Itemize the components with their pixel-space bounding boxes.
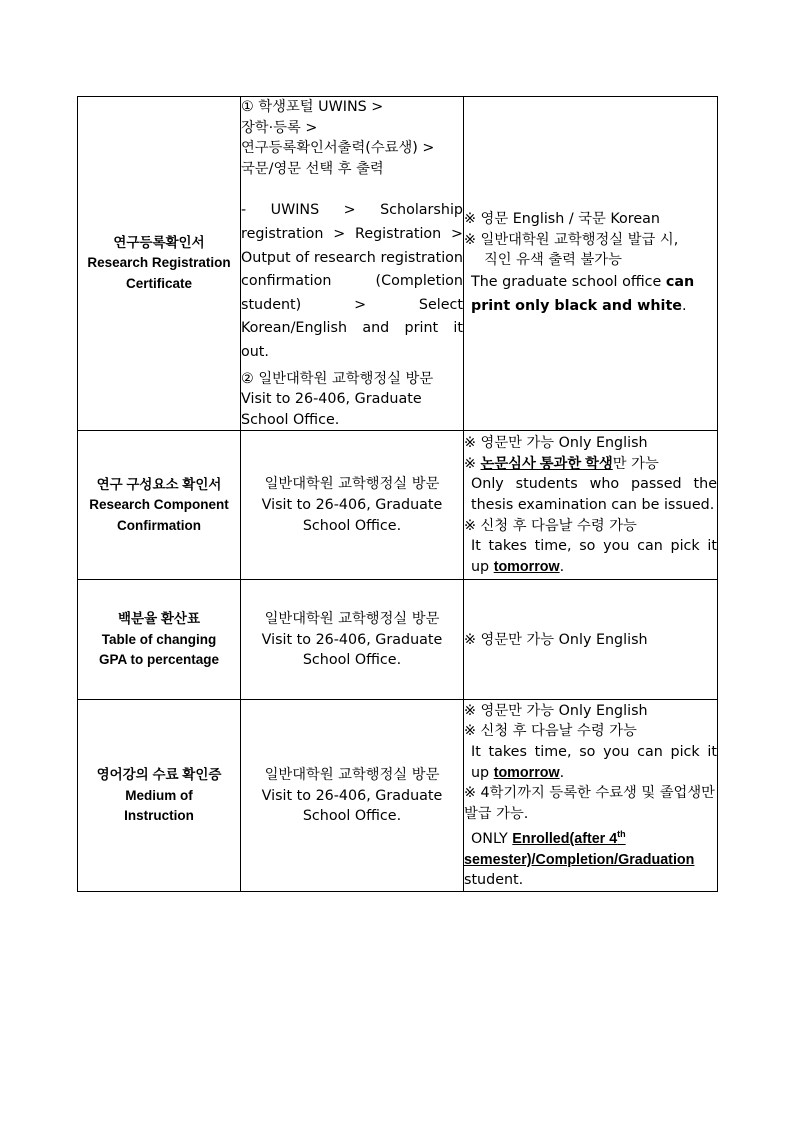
method-english: Visit to 26-406, Graduate School Office. [241,391,422,428]
document-name-ko: 연구 구성요소 확인서 [96,476,222,492]
document-name-ko: 연구등록확인서 [113,234,205,250]
document-name-en: Confirmation [117,517,201,533]
table-row [78,431,718,580]
table-row [78,580,718,700]
method-english: - UWINS > Scholarship registration > Registration > Output of research registration confirmation (Completion student) > Select Korean/English and print it out. [241,202,463,360]
document-name-en: GPA to percentage [98,652,220,668]
method-step: 장학·등록 > [241,119,318,136]
note-cell [464,580,718,700]
issue-method-cell [241,97,464,431]
document-name-cell [78,97,241,431]
note-line: Only students who passed the thesis examination can be issued. [471,476,717,514]
issue-method-cell [241,431,464,580]
method-english: Visit to 26-406, Graduate School Office. [261,631,443,669]
method-step: 국문/영문 선택 후 출력 [241,160,384,177]
document-name-en: Research Registration [87,255,231,271]
document-name-en: Instruction [124,808,194,824]
document-name-en: Certificate [125,275,193,291]
method-step: 일반대학원 교학행정실 방문 [264,766,440,783]
document-name-ko: 백분율 환산표 [118,611,200,627]
note-cell [464,97,718,431]
note-line: ONLY Enrolled(after 4th semester)/Completion/Graduation student. [464,829,695,889]
document-name-en: Research Component [89,497,229,513]
note-line: ※ 영문만 가능 Only English [464,631,648,648]
note-line: The graduate school office can print only black and white. [471,273,695,314]
document-name-cell [78,700,241,892]
document-name-en: Table of changing [101,631,217,647]
method-step: 연구등록확인서출력(수료생) > [241,140,435,157]
document-name-en: Medium of [125,787,193,803]
note-line: ※ 영문 English / 국문 Korean [464,211,660,228]
method-english: Visit to 26-406, Graduate School Office. [261,787,443,825]
note-line: ※ 영문만 가능 Only English [464,702,648,719]
table-row [78,97,718,431]
note-line: ※ 논문심사 통과한 학생만 가능 [464,455,659,472]
note-line: It takes time, so you can pick it up tomorrow. [471,538,717,575]
method-english: Visit to 26-406, Graduate School Office. [261,497,443,534]
method-step: ① 학생포털 UWINS > [241,99,384,115]
note-line: It takes time, so you can pick it up tomorrow. [471,743,717,781]
note-line: ※ 일반대학원 교학행정실 발급 시, [464,231,679,248]
method-step: 일반대학원 교학행정실 방문 [264,610,440,627]
method-step: 일반대학원 교학행정실 방문 [264,476,440,493]
note-line: ※ 영문만 가능 Only English [464,435,648,452]
note-line: ※ 신청 후 다음날 수령 가능 [464,517,637,534]
issue-method-cell [241,700,464,892]
note-line: ※ 4학기까지 등록한 수료생 및 졸업생만 발급 가능. [464,785,715,822]
document-name-cell [78,580,241,700]
issue-method-cell [241,580,464,700]
table-row [78,700,718,892]
note-line: ※ 신청 후 다음날 수령 가능 [464,723,637,740]
note-cell [464,700,718,892]
certificate-table [77,96,718,892]
method-step: ② 일반대학원 교학행정실 방문 [241,370,434,387]
document-name-ko: 영어강의 수료 확인증 [96,767,222,783]
document-name-cell [78,431,241,580]
note-line: 직인 유색 출력 불가능 [484,252,622,269]
note-cell [464,431,718,580]
